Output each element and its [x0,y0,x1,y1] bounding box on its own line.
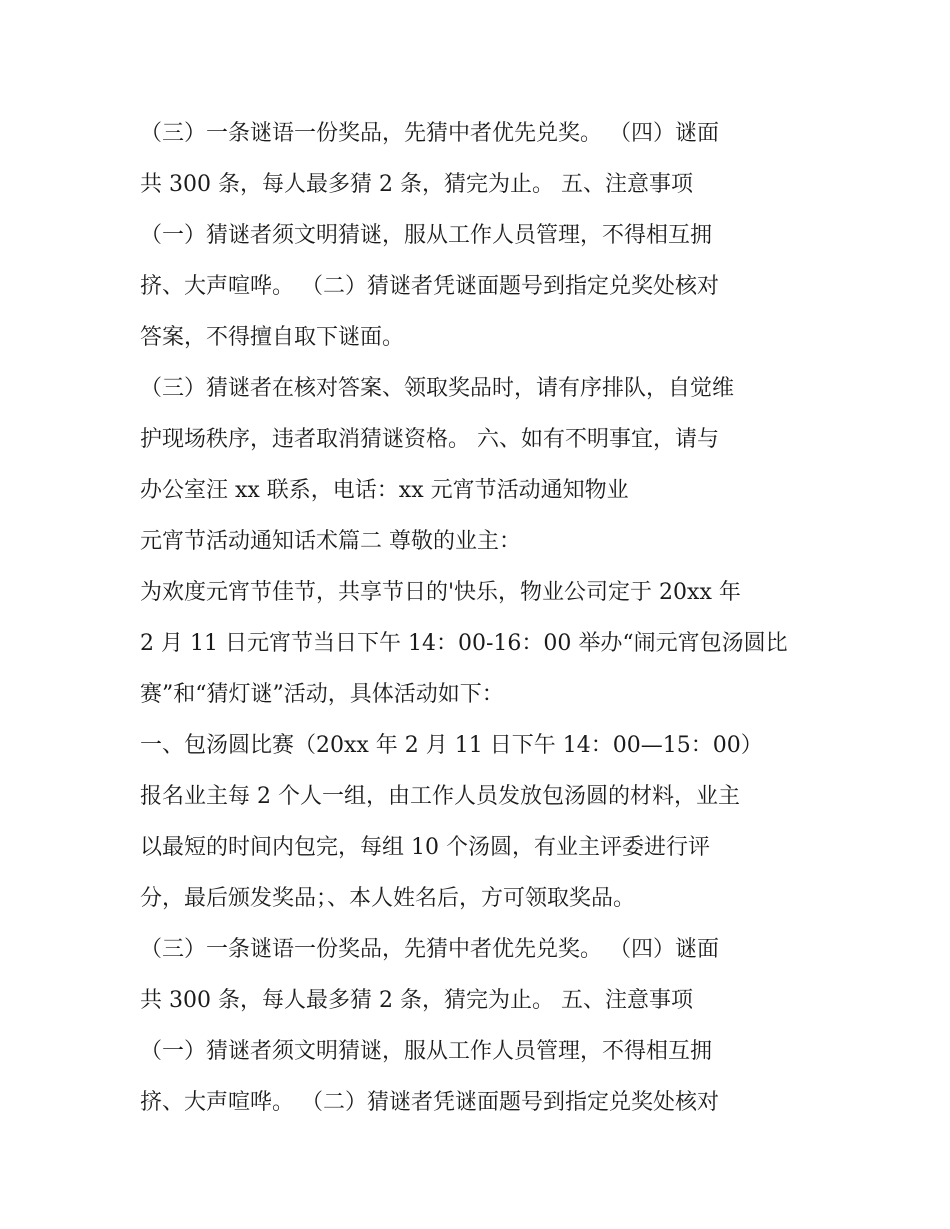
text-line: （一）猜谜者须文明猜谜，服从工作人员管理，不得相互拥 [140,223,713,248]
text-line: 报名业主每 2 个人一组，由工作人员发放包汤圆的材料，业主 [140,784,740,809]
text-line: 挤、大声喧哗。 （二）猜谜者凭谜面题号到指定兑奖处核对 [140,1090,719,1115]
text-line: 挤、大声喧哗。 （二）猜谜者凭谜面题号到指定兑奖处核对 [140,274,719,299]
text-line: 为欢度元宵节佳节，共享节日的'快乐，物业公司定于 20xx 年 [140,580,741,605]
text-line: 2 月 11 日元宵节当日下午 14：00-16：00 举办“闹元宵包汤圆比 [140,631,788,656]
text-line: （三）一条谜语一份奖品，先猜中者优先兑奖。 （四）谜面 [140,121,719,146]
text-line: 答案，不得擅自取下谜面。 [140,325,405,350]
document-body [140,108,820,1128]
text-line: 办公室汪 xx 联系，电话：xx 元宵节活动通知物业 [140,478,629,503]
text-line: 以最短的时间内包完，每组 10 个汤圆，有业主评委进行评 [140,835,710,860]
text-line: （三）一条谜语一份奖品，先猜中者优先兑奖。 （四）谜面 [140,937,719,962]
text-line: 一、包汤圆比赛（20xx 年 2 月 11 日下午 14：00—15：00） [140,733,763,758]
text-line: 分，最后颁发奖品；、本人姓名后，方可领取奖品。 [140,886,636,911]
text-line: 共 300 条，每人最多猜 2 条，猜完为止。 五、注意事项 [140,172,693,197]
text-line: 护现场秩序，违者取消猜谜资格。 六、如有不明事宜，请与 [140,427,719,452]
text-line: （三）猜谜者在核对答案、领取奖品时，请有序排队，自觉维 [140,376,735,401]
text-line: （一）猜谜者须文明猜谜，服从工作人员管理，不得相互拥 [140,1039,713,1064]
text-line: 元宵节活动通知话术篇二 尊敬的业主： [140,529,521,554]
text-line: 共 300 条，每人最多猜 2 条，猜完为止。 五、注意事项 [140,988,693,1013]
text-line: 赛”和“猜灯谜”活动，具体活动如下： [140,682,504,707]
